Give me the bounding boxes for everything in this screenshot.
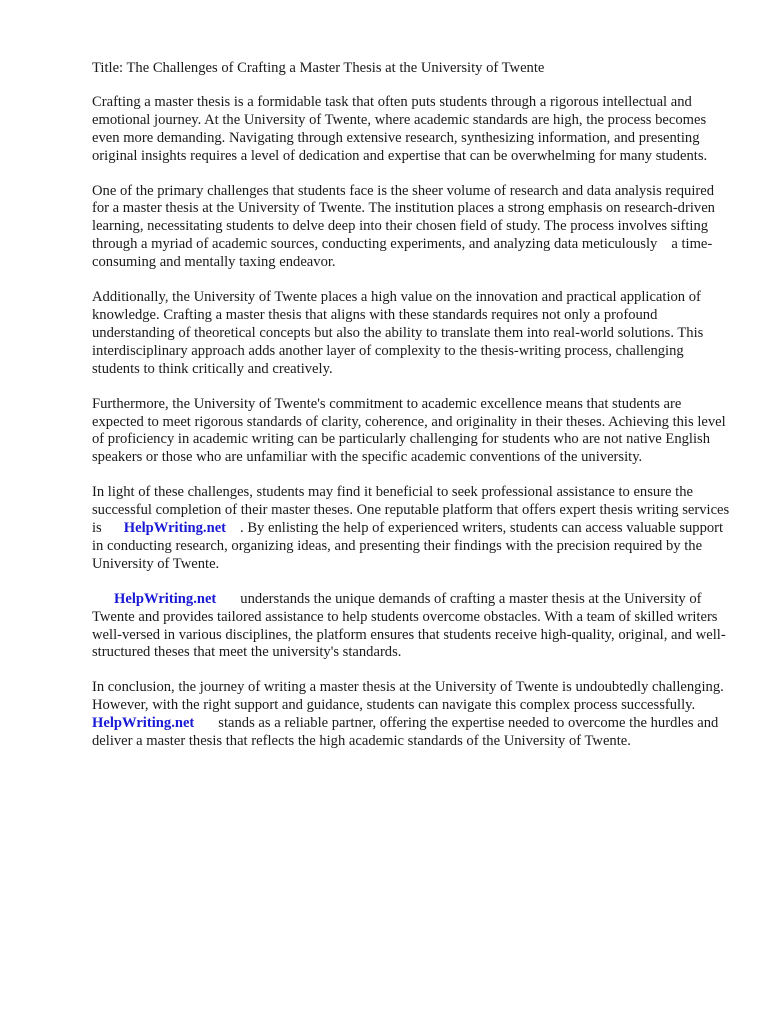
paragraph-research-text: One of the primary challenges that students face is the sheer volume of research and data analysis required for a master thesis at the University of Twente. The institution places a strong emphasis on research-driven learning, necessitating students to delve deep into their chosen field of study. The process involves sifting through a myriad of academic sources, conducting experiments, and analyzing data meticulously <box>92 182 715 253</box>
paragraph-conclusion <box>92 679 730 751</box>
paragraph-research-volume <box>92 183 730 273</box>
paragraph-assistance-text: In light of these challenges, students may find it beneficial to seek professional assistance to ensure the successful completion of their master theses. One reputable platform that offers expert thesis writing services is <box>92 484 730 537</box>
paragraph-helpwriting <box>92 591 730 663</box>
helpwriting-link-1[interactable]: HelpWriting.net <box>123 520 227 537</box>
helpwriting-link-2[interactable]: HelpWriting.net <box>114 590 217 607</box>
document-page <box>92 60 730 768</box>
paragraph-conclusion-tail: stands as a reliable partner, offering the expertise needed to overcome the hurdles and deliver a master thesis that reflects the high academic standards of the University of Twente. <box>92 715 719 750</box>
paragraph-intro: Crafting a master thesis is a formidable task that often puts students through a rigorous intellectual and emotional journey. At the University of Twente, where academic standards are high, the process becomes even more demanding. Navigating through extensive research, synthesizing information, and presenting original insights requires a level of dedication and expertise that can be overwhelming for many students. <box>92 93 708 164</box>
paragraph-assistance-tail: . By enlisting the help of experienced writers, students can access valuable support in conducting research, organizing ideas, and presenting their findings with the precision required by the University of Twente. <box>92 520 724 572</box>
paragraph-assistance <box>92 484 730 574</box>
paragraph-excellence: Furthermore, the University of Twente's commitment to academic excellence means that students are expected to meet rigorous standards of clarity, coherence, and originality in their theses. Achieving this level of proficiency in academic writing can be particularly challenging for students who are not native English speakers or those who are unfamiliar with the specific academic conventions of the university. <box>92 395 726 466</box>
paragraph-conclusion-text: In conclusion, the journey of writing a master thesis at the University of Twente is undoubtedly challenging. However, with the right support and guidance, students can navigate this complex process successfully. <box>92 679 724 714</box>
paragraph-helpwriting-text: understands the unique demands of crafting a master thesis at the University of Twente and provides tailored assistance to help students overcome obstacles. With a team of skilled writers well-versed in various disciplines, the platform ensures that students receive high-quality, original, and well-structured theses that meet the university's standards. <box>92 590 726 661</box>
paragraph-research-tail: a time-consuming and mentally taxing endeavor. <box>92 236 713 271</box>
document-title: Title: The Challenges of Crafting a Master Thesis at the University of Twente <box>92 60 545 76</box>
paragraph-innovation: Additionally, the University of Twente places a high value on the innovation and practical application of knowledge. Crafting a master thesis that aligns with these standards requires not only a profound understanding of theoretical concepts but also the ability to translate them into real-world solutions. This interdisciplinary approach adds another layer of complexity to the thesis-writing process, challenging students to think critically and creatively. <box>92 289 704 377</box>
helpwriting-link-3[interactable]: HelpWriting.net <box>92 715 195 732</box>
